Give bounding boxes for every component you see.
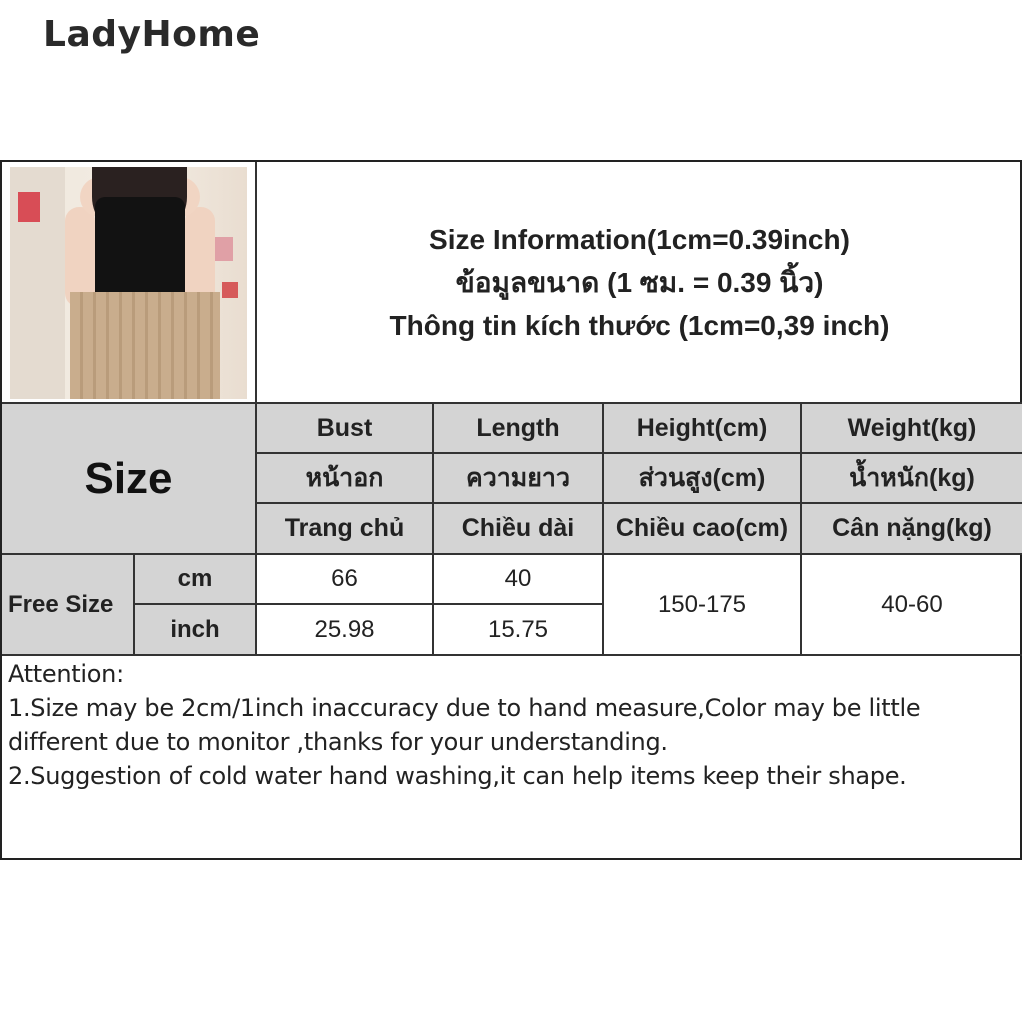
col-length-en: Length xyxy=(434,404,604,454)
size-label: Size xyxy=(2,404,257,555)
col-weight-vi: Cân nặng(kg) xyxy=(802,504,1022,555)
col-weight-en: Weight(kg) xyxy=(802,404,1022,454)
attention-notes xyxy=(8,657,1008,793)
height-value: 150-175 xyxy=(604,555,802,656)
attention-line-3: 2.Suggestion of cold water hand washing,it can help items keep their shape. xyxy=(8,762,907,790)
info-line-th: ข้อมูลขนาด (1 ซม. = 0.39 นิ้ว) xyxy=(455,266,824,298)
col-bust-en: Bust xyxy=(257,404,434,454)
attention-line-1: 1.Size may be 2cm/1inch inaccuracy due to hand measure,Color may be little xyxy=(8,694,921,722)
col-height-vi: Chiều cao(cm) xyxy=(604,504,802,555)
info-line-en: Size Information(1cm=0.39inch) xyxy=(429,223,850,255)
col-height-th: ส่วนสูง(cm) xyxy=(604,454,802,504)
unit-cm: cm xyxy=(135,555,257,605)
unit-inch: inch xyxy=(135,605,257,656)
brand-logo: LadyHome xyxy=(43,14,261,55)
size-information-header xyxy=(257,162,1022,404)
product-photo xyxy=(10,167,247,399)
info-line-vi: Thông tin kích thước (1cm=0,39 inch) xyxy=(389,309,890,341)
col-bust-th: หน้าอก xyxy=(257,454,434,504)
weight-value: 40-60 xyxy=(802,555,1022,656)
col-length-th: ความยาว xyxy=(434,454,604,504)
product-photo-cell xyxy=(2,162,257,404)
col-weight-th: น้ำหนัก(kg) xyxy=(802,454,1022,504)
length-inch: 15.75 xyxy=(434,605,604,656)
length-cm: 40 xyxy=(434,555,604,605)
bust-cm: 66 xyxy=(257,555,434,605)
attention-line-2: different due to monitor ,thanks for your understanding. xyxy=(8,728,668,756)
col-length-vi: Chiều dài xyxy=(434,504,604,555)
size-chart xyxy=(0,160,1022,860)
bust-inch: 25.98 xyxy=(257,605,434,656)
col-bust-vi: Trang chủ xyxy=(257,504,434,555)
free-size-label: Free Size xyxy=(2,555,135,656)
attention-title: Attention: xyxy=(8,660,124,688)
col-height-en: Height(cm) xyxy=(604,404,802,454)
